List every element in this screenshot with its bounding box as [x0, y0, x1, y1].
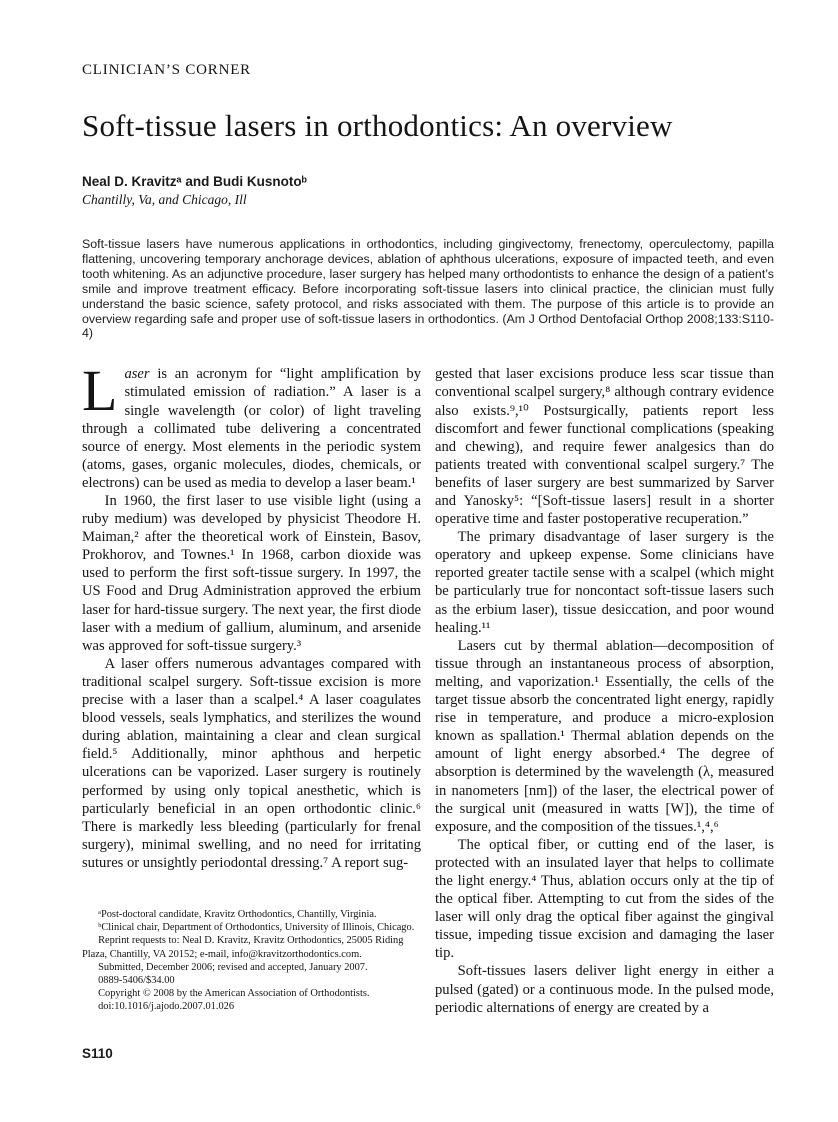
body-paragraph-lead	[82, 358, 421, 492]
affiliation-line: Chantilly, Va, and Chicago, Ill	[82, 192, 247, 207]
right-column	[435, 365, 774, 1016]
article-title: Soft-tissue lasers in orthodontics: An overview	[82, 108, 673, 143]
page-content	[82, 62, 774, 1017]
footnote-line: 0889-5406/$34.00	[98, 974, 175, 986]
left-column	[82, 358, 421, 1016]
footnote-block	[82, 908, 421, 1014]
authors-line: Neal D. Kravitzᵃ and Budi Kusnotoᵇ	[82, 174, 307, 189]
footnote-doi: doi:10.1016/j.ajodo.2007.01.026	[98, 1001, 235, 1013]
lead-word-italic: aser	[124, 366, 150, 383]
footnote-line: ᵇClinical chair, Department of Orthodontics, University of Illinois, Chicago.	[98, 922, 415, 934]
body-paragraph: gested that laser excisions produce less scar tissue than conventional scalpel surgery,⁸ although contrary evidence also exists.⁹,¹⁰ Postsurgically, patients report less discomfort and fewer functional complications (speaking and chewing), and require fewer analgesics than do patients treated with conventional scalpel surgery.⁷ The benefits of laser surgery are best summarized by Sarver and Yanosky⁵: “[Soft-tissue lasers] result in a shorter operative time and faster postoperative recuperation.”	[435, 366, 774, 528]
body-paragraph: Soft-tissues lasers deliver light energy in either a pulsed (gated) or a continuous mode. In the pulsed mode, periodic alternations of energy are created by a	[435, 963, 774, 1016]
footnote-line: Reprint requests to: Neal D. Kravitz, Kravitz Orthodontics, 25005 Riding Plaza, Chantilly, VA 20152; e-mail, info@kravitzorthodontics.com.	[82, 935, 404, 960]
body-columns	[82, 358, 774, 1016]
footnote-line: Submitted, December 2006; revised and accepted, January 2007.	[98, 961, 368, 973]
body-paragraph: A laser offers numerous advantages compared with traditional scalpel surgery. Soft-tissue excision is more precise with a laser than a scalpel.⁴ A laser coagulates blood vessels, seals lymphatics, and sterilizes the wound during ablation, maintaining a clear and clean surgical field.⁵ Additionally, minor aphthous and herpetic ulcerations can be vaporized. Laser surgery is routinely performed by using only topical anesthetic, which is particularly beneficial in an open orthodontic clinic.⁶ There is markedly less bleeding (particularly for frenal surgery), minimal swelling, and no need for irritating sutures or unsightly periodontal dressing.⁷ A report sug-	[82, 655, 421, 871]
footnote-line: Copyright © 2008 by the American Association of Orthodontists.	[98, 988, 370, 1000]
drop-cap: L	[82, 358, 118, 424]
lead-paragraph-text: is an acronym for “light amplification by stimulated emission of radiation.” A laser is a single wavelength (or color) of light traveling through a collimated tube delivering a concentrated source of energy. Most elements in the periodic system (atoms, gases, organic molecules, diodes, chemicals, or electrons) can be used as media to develop a laser beam.¹	[82, 366, 421, 491]
page-number: S110	[82, 1046, 113, 1061]
body-paragraph: Lasers cut by thermal ablation—decomposition of tissue through an instantaneous process of absorption, melting, and vaporization.¹ Essentially, the cells of the target tissue absorb the concentrated light energy, rapidly rise in temperature, and produce a micro-explosion known as spallation.¹ Thermal ablation depends on the amount of light energy absorbed.⁴ The degree of absorption is determined by the wavelength (λ, measured in nanometers [nm]) of the laser, the electrical power of the surgical unit (measured in watts [W]), the time of exposure, and the composition of the tissues.¹,⁴,⁶	[435, 637, 774, 835]
body-paragraph: The optical fiber, or cutting end of the laser, is protected with an insulated layer that helps to collimate the light energy.⁴ Thus, ablation occurs only at the tip of the optical fiber. Attempting to cut from the sides of the laser will only drag the optical fiber against the gingival tissue, impeding tissue excision and damaging the laser tip.	[435, 836, 774, 962]
body-paragraph: The primary disadvantage of laser surgery is the operatory and upkeep expense. Some clinicians have reported greater tactile sense with a scalpel (which might be particularly true for noncontact soft-tissue lasers such as the erbium laser), tissue desiccation, and poor wound healing.¹¹	[435, 529, 774, 636]
section-label: CLINICIAN’S CORNER	[82, 62, 251, 78]
body-paragraph: In 1960, the first laser to use visible light (using a ruby medium) was developed by physicist Theodore H. Maiman,² after the theoretical work of Einstein, Basov, Prokhorov, and Townes.¹ In 1968, carbon dioxide was used to perform the first soft-tissue surgery. In 1997, the US Food and Drug Administration approved the erbium laser for hard-tissue surgery. The next year, the first diode laser with a medium of gallium, aluminum, and arsenide was approved for soft-tissue surgery.³	[82, 493, 421, 654]
footnote-line: ᵃPost-doctoral candidate, Kravitz Orthodontics, Chantilly, Virginia.	[98, 908, 377, 920]
abstract-text: Soft-tissue lasers have numerous applications in orthodontics, including gingivectomy, frenectomy, operculectomy, papilla flattening, uncovering temporary anchorage devices, ablation of aphthous ulcerations, exposure of impacted teeth, and even tooth whitening. As an adjunctive procedure, laser surgery has helped many orthodontists to enhance the design of a patient’s smile and improve treatment efficacy. Before incorporating soft-tissue lasers into clinical practice, the clinician must fully understand the basic science, safety protocol, and risks associated with them. The purpose of this article is to provide an overview regarding safe and proper use of soft-tissue lasers in orthodontics. (Am J Orthod Dentofacial Orthop 2008;133:S110-4)	[82, 237, 774, 341]
